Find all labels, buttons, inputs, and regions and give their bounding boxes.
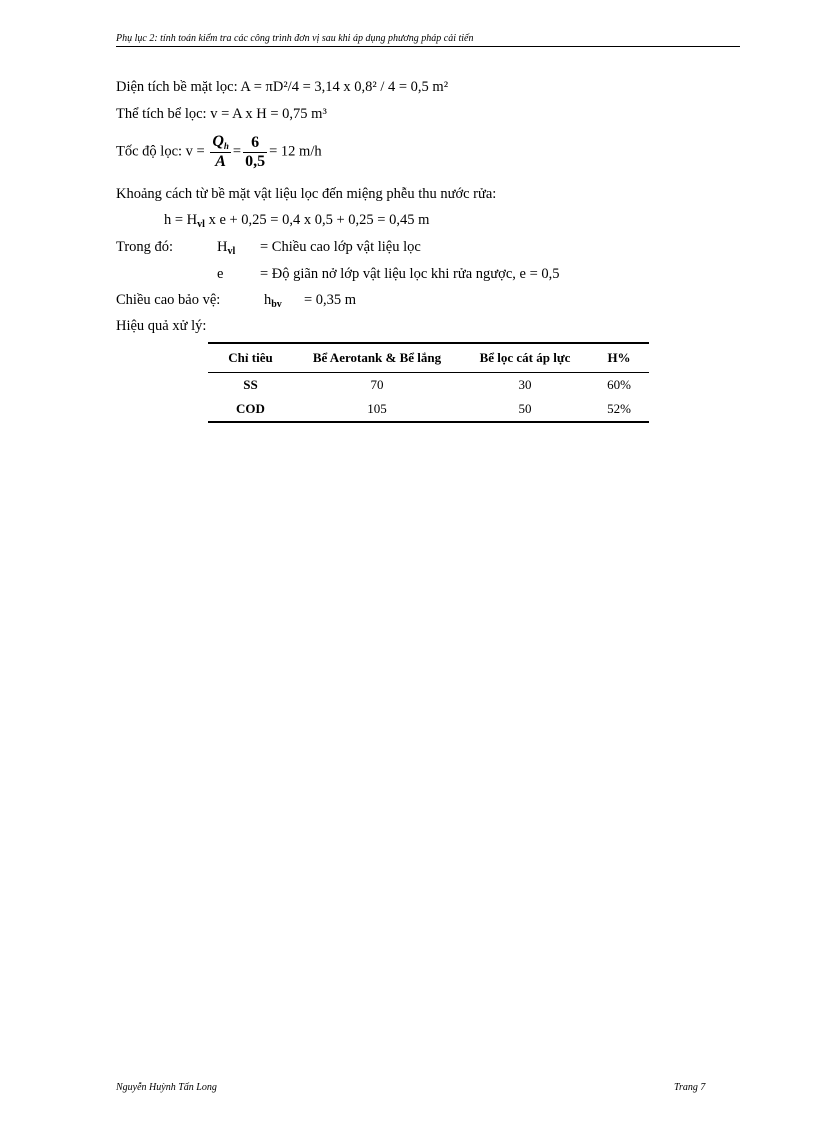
col-header-efficiency: H% [589,343,649,373]
row-cod-efficiency: 52% [607,401,631,416]
area-formula: Diện tích bề mặt lọc: A = πD²/4 = 3,14 x 0,8² / 4 = 0,5 m² [116,79,449,95]
row-cod-criteria: COD [236,401,265,416]
h-rest: x e + 0,25 = 0,4 x 0,5 + 0,25 = 0,45 m [204,212,430,228]
where-label: Trong đó: [116,239,174,255]
col-header-aerotank: Bể Aerotank & Bể lắng [293,343,461,373]
q-symbol: Q [212,133,224,150]
row-ss-sand-filter: 30 [518,377,532,392]
speed-formula [116,133,322,171]
hvl-description: = Chiều cao lớp vật liệu lọc [260,239,421,255]
protect-label: Chiều cao bảo vệ: [116,292,221,308]
page-header: Phụ lục 2: tính toán kiểm tra các công trình đơn vị sau khi áp dụng phương pháp cải tiến [116,34,740,47]
table-row [208,397,649,422]
hbv-letter: h [264,292,272,308]
table-header-row [208,343,649,373]
col-header-sand-filter: Bể lọc cát áp lực [461,343,589,373]
h-subscript: vl [197,219,205,230]
fraction-denominator-05: 0,5 [245,152,266,170]
row-ss-aerotank: 70 [370,377,384,392]
hvl-letter: H [217,239,228,255]
fraction-numerator [210,133,231,153]
row-cod-sand-filter: 50 [518,401,532,416]
distance-title: Khoảng cách từ bề mặt vật liệu lọc đến miệng phễu thu nước rửa: [116,186,497,202]
fraction-numerator-6: 6 [243,134,267,153]
h-prefix: h = H [164,212,198,228]
hbv-subscript: bv [271,299,282,310]
efficiency-label: Hiệu quả xử lý: [116,318,207,334]
row-ss-efficiency: 60% [607,377,631,392]
equals-sign: = [232,143,242,160]
fraction-6-over-05 [243,134,267,171]
efficiency-table [208,342,649,423]
footer-page-number: Trang 7 [674,1082,706,1093]
e-symbol: e [217,266,224,282]
e-description: = Độ giãn nở lớp vật liệu lọc khi rửa ngược, e = 0,5 [260,266,560,282]
hbv-symbol [264,292,282,309]
footer-author: Nguyễn Huỳnh Tấn Long [116,1082,217,1093]
hvl-symbol [217,239,235,256]
row-ss-criteria: SS [243,377,258,392]
row-cod-aerotank: 105 [367,401,387,416]
speed-prefix: Tốc độ lọc: v = [116,143,209,160]
fraction-denominator: A [215,153,226,170]
hbv-value: = 0,35 m [304,292,357,308]
fraction-q-over-a [210,133,231,171]
col-header-criteria: Chỉ tiêu [208,343,293,373]
q-subscript: h [223,141,229,151]
hvl-subscript: vl [227,246,236,257]
speed-result: = 12 m/h [269,143,322,160]
volume-formula: Thể tích bể lọc: v = A x H = 0,75 m³ [116,106,327,122]
h-formula [164,212,429,229]
table-row [208,373,649,398]
